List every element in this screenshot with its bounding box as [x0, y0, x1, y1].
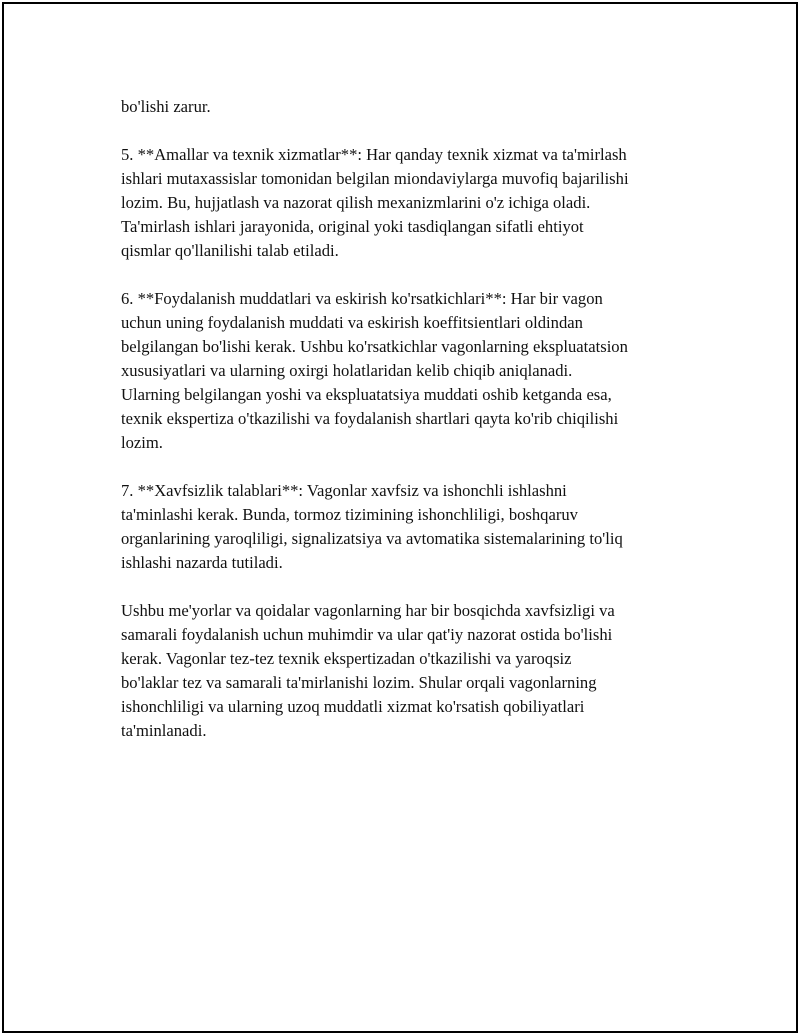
text-line: ta'minlanadi. — [121, 721, 207, 740]
text-line: ishonchliligi va ularning uzoq muddatli xizmat ko'rsatish qobiliyatlari — [121, 697, 585, 716]
paragraph-section-5 — [121, 143, 701, 263]
text-line: Ushbu me'yorlar va qoidalar vagonlarning har bir bosqichda xavfsizligi va — [121, 601, 615, 620]
text-line: lozim. Bu, hujjatlash va nazorat qilish mexanizmlarini o'z ichiga oladi. — [121, 193, 591, 212]
text-line: belgilangan bo'lishi kerak. Ushbu ko'rsatkichlar vagonlarning ekspluatatsion — [121, 337, 628, 356]
text-line: samarali foydalanish uchun muhimdir va ular qat'iy nazorat ostida bo'lishi — [121, 625, 613, 644]
paragraph-gap — [121, 455, 701, 479]
text-line: organlarining yaroqliligi, signalizatsiya va avtomatika sistemalarining to'liq — [121, 529, 623, 548]
text-line: ishlari mutaxassislar tomonidan belgilan miondaviylarga muvofiq bajarilishi — [121, 169, 629, 188]
text-line: Ta'mirlash ishlari jarayonida, original yoki tasdiqlangan sifatli ehtiyot — [121, 217, 584, 236]
paragraph-conclusion — [121, 599, 701, 743]
text-line: uchun uning foydalanish muddati va eskirish koeffitsientlari oldindan — [121, 313, 583, 332]
text-line: 5. **Amallar va texnik xizmatlar**: Har qanday texnik xizmat va ta'mirlash — [121, 145, 627, 164]
text-line: xususiyatlari va ularning oxirgi holatlaridan kelib chiqib aniqlanadi. — [121, 361, 573, 380]
paragraph-section-6 — [121, 287, 701, 455]
text-line: lozim. — [121, 433, 163, 452]
text-line: Ularning belgilangan yoshi va ekspluatatsiya muddati oshib ketganda esa, — [121, 385, 612, 404]
text-line: 7. **Xavfsizlik talablari**: Vagonlar xavfsiz va ishonchli ishlashni — [121, 481, 567, 500]
paragraph-continuation — [121, 95, 701, 119]
text-line: ta'minlashi kerak. Bunda, tormoz tizimining ishonchliligi, boshqaruv — [121, 505, 578, 524]
paragraph-gap — [121, 263, 701, 287]
page-frame — [2, 2, 798, 1033]
paragraph-section-7 — [121, 479, 701, 575]
text-line: kerak. Vagonlar tez-tez texnik ekspertizadan o'tkazilishi va yaroqsiz — [121, 649, 572, 668]
text-line: ishlashi nazarda tutiladi. — [121, 553, 283, 572]
document-body — [121, 95, 701, 743]
text-line: bo'laklar tez va samarali ta'mirlanishi lozim. Shular orqali vagonlarning — [121, 673, 597, 692]
text-line: 6. **Foydalanish muddatlari va eskirish ko'rsatkichlari**: Har bir vagon — [121, 289, 603, 308]
text-line: qismlar qo'llanilishi talab etiladi. — [121, 241, 339, 260]
text-line: bo'lishi zarur. — [121, 97, 211, 116]
paragraph-gap — [121, 575, 701, 599]
text-line: texnik ekspertiza o'tkazilishi va foydalanish shartlari qayta ko'rib chiqilishi — [121, 409, 619, 428]
paragraph-gap — [121, 119, 701, 143]
